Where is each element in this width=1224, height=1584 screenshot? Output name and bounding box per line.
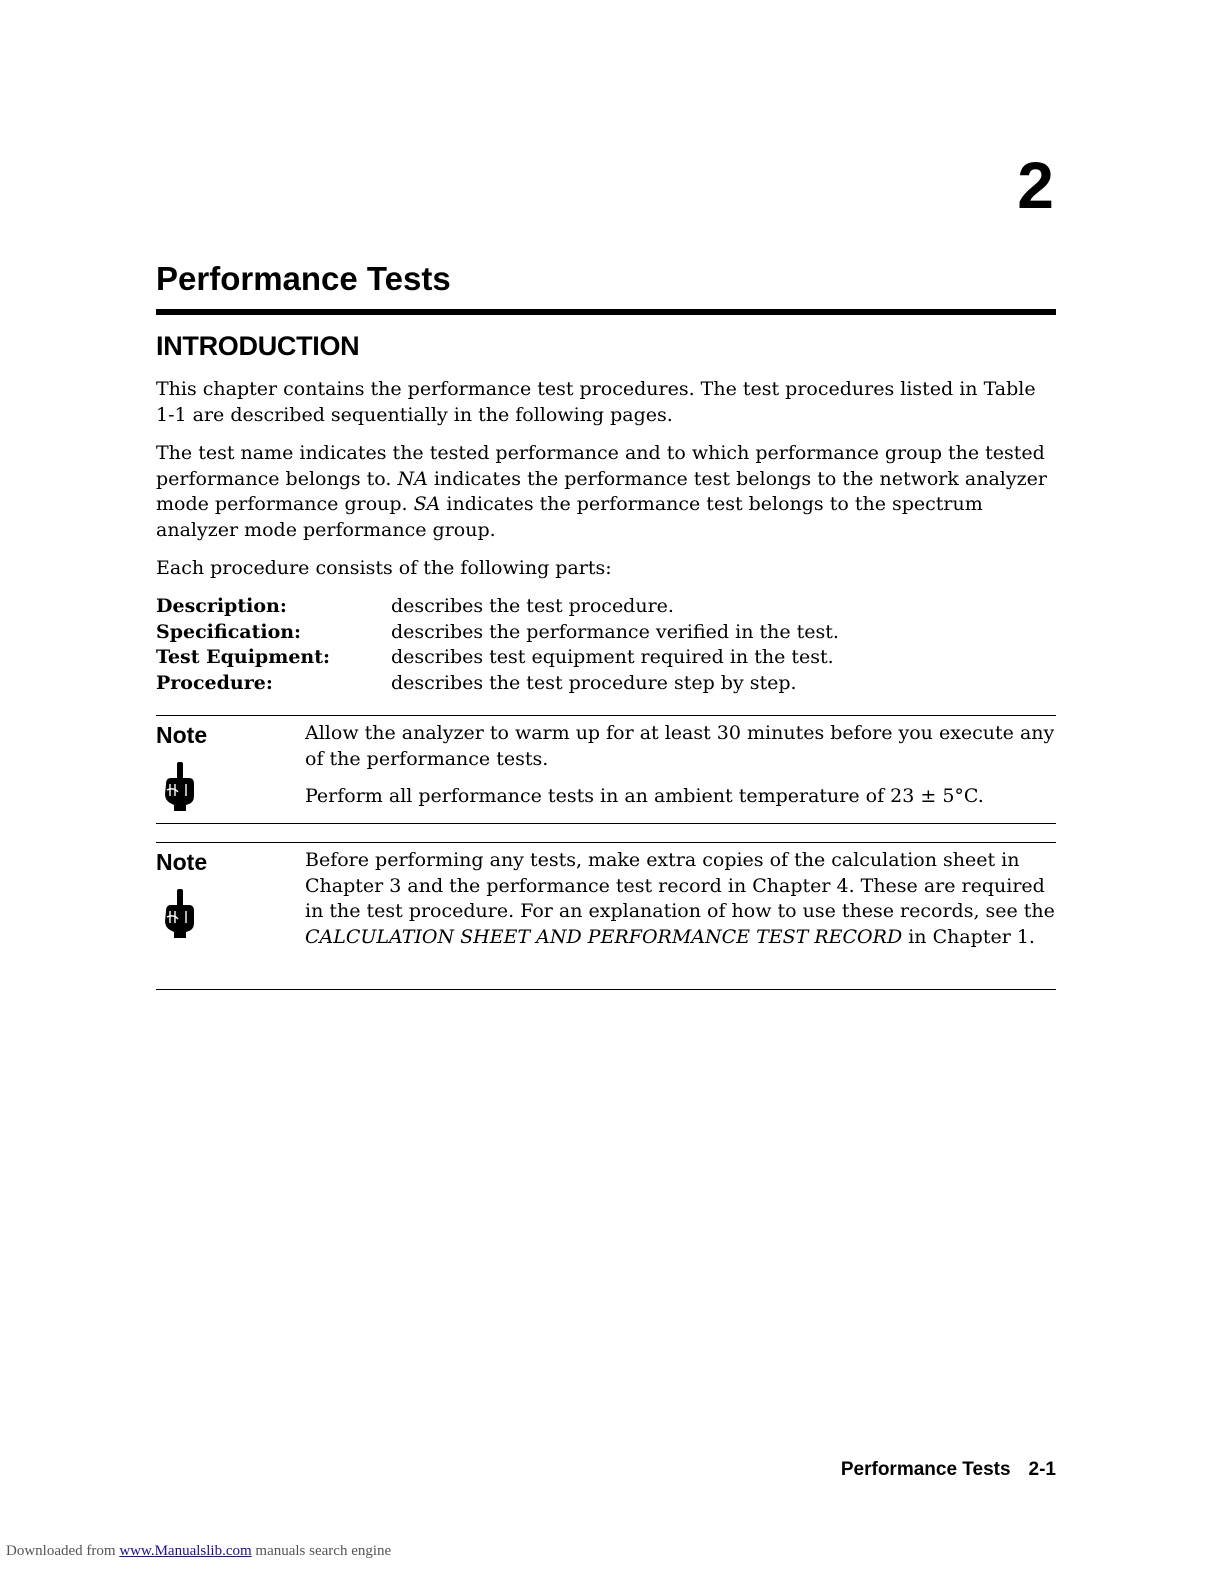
- footer-title: Performance Tests: [840, 1459, 1011, 1480]
- manualslib-link[interactable]: www.Manualslib.com: [119, 1543, 252, 1559]
- section-heading: INTRODUCTION: [156, 331, 360, 361]
- parts-list: [156, 594, 1056, 696]
- part-row-test-equipment: [156, 645, 1056, 671]
- part-term: Procedure:: [156, 671, 273, 694]
- part-row-description: [156, 594, 1056, 620]
- pointing-hand-icon: [162, 760, 196, 812]
- download-suffix: manuals search engine: [251, 1543, 392, 1559]
- title-rule: [156, 309, 1056, 315]
- note-text: [305, 848, 1055, 950]
- na-term: NA: [397, 467, 428, 490]
- record-reference: CALCULATION SHEET AND PERFORMANCE TEST RECORD: [305, 925, 903, 948]
- intro-paragraph: This chapter contains the performance test procedures. The test procedures listed in Table 1-1 are described sequentially in the following pages.: [156, 378, 1036, 426]
- part-term: Test Equipment:: [156, 646, 331, 668]
- chapter-title: Performance Tests: [156, 260, 451, 297]
- paragraph-text: indicates the performance test belongs to the spectrum analyzer mode performance group.: [156, 493, 983, 541]
- note-warmup: [156, 715, 1056, 824]
- pointing-hand-icon: [162, 887, 196, 939]
- download-prefix: Downloaded from: [6, 1543, 120, 1559]
- test-name-paragraph: [156, 441, 1056, 543]
- note-text: Perform all performance tests in an ambient temperature of 23 ± 5°C.: [305, 785, 984, 807]
- paragraph-text: The test name indicates the tested performance and to which performance group the tested performance belongs to.: [156, 442, 1045, 490]
- parts-intro-paragraph: Each procedure consists of the following parts:: [156, 557, 612, 579]
- part-row-specification: [156, 620, 1056, 646]
- note-label: Note: [156, 722, 208, 748]
- page-footer: [841, 1460, 1056, 1479]
- chapter-number: 2: [1017, 148, 1054, 222]
- note-copies: [156, 842, 1056, 990]
- part-desc: describes the test procedure step by step.: [391, 671, 797, 694]
- part-term: Specification:: [156, 620, 302, 643]
- note-text-part: Before performing any tests, make extra copies of the calculation sheet in Chapter 3 and the performance test record in Chapter 4. These are required in the test procedure. For an explanation of how to use these records, see the: [305, 849, 1055, 922]
- part-desc: describes the performance verified in the test.: [391, 620, 839, 643]
- part-term: Description:: [156, 595, 287, 617]
- note-text-part: in Chapter 1.: [902, 925, 1035, 948]
- page-number: 2-1: [1028, 1459, 1056, 1480]
- part-row-procedure: [156, 671, 1056, 697]
- sa-term: SA: [413, 493, 441, 515]
- paragraph-text: indicates the performance test belongs to the network analyzer mode performance group.: [156, 467, 1047, 515]
- download-line: [6, 1543, 391, 1560]
- note-body: [305, 848, 1055, 950]
- part-desc: describes the test procedure.: [391, 595, 674, 617]
- note-text: Allow the analyzer to warm up for at least 30 minutes before you execute any of the performance tests.: [305, 722, 1055, 770]
- note-body: [305, 721, 1055, 810]
- note-label: Note: [156, 849, 208, 875]
- part-desc: describes test equipment required in the test.: [391, 646, 834, 668]
